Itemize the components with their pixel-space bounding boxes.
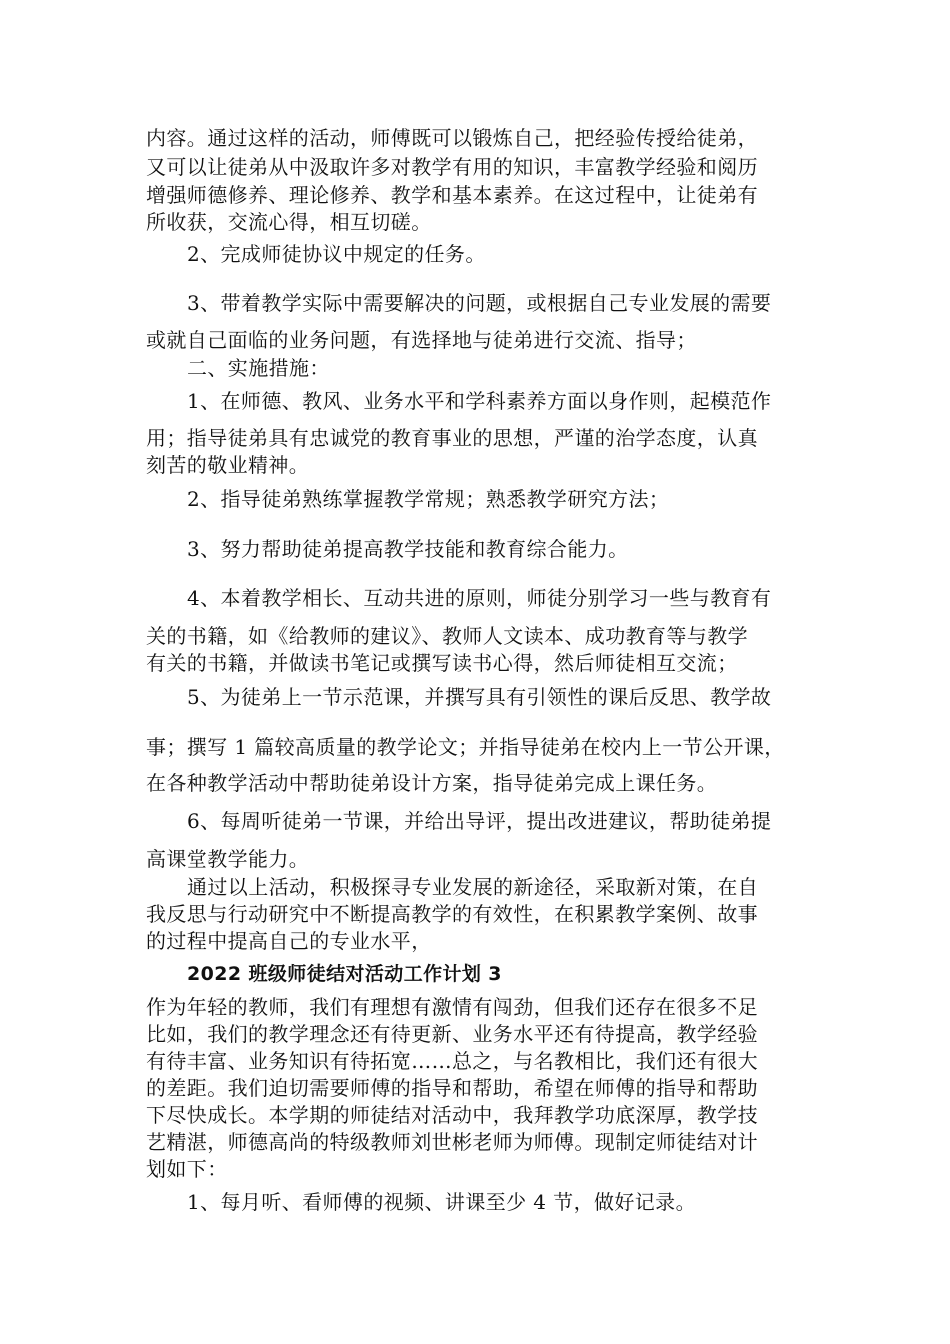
text-line: 在各种教学活动中帮助徒弟设计方案，指导徒弟完成上课任务。 bbox=[146, 771, 718, 795]
text-line: 又可以让徒弟从中汲取许多对教学有用的知识，丰富教学经验和阅历 bbox=[146, 155, 758, 179]
list-item: 4、本着教学相长、互动共进的原则，师徒分别学习一些与教育有 bbox=[187, 586, 772, 610]
text-line: 划如下： bbox=[146, 1157, 228, 1181]
list-item: 3、努力帮助徒弟提高教学技能和教育综合能力。 bbox=[187, 537, 629, 561]
text-line: 作为年轻的教师，我们有理想有激情有闯劲，但我们还存在很多不足 bbox=[146, 995, 758, 1019]
text-line: 用；指导徒弟具有忠诚党的教育事业的思想，严谨的治学态度，认真 bbox=[146, 426, 758, 450]
text-line: 的差距。我们迫切需要师傅的指导和帮助，希望在师傅的指导和帮助 bbox=[146, 1076, 758, 1100]
text-line: 有关的书籍，并做读书笔记或撰写读书心得，然后师徒相互交流； bbox=[146, 651, 738, 675]
text-line: 高课堂教学能力。 bbox=[146, 847, 310, 871]
list-item: 1、在师德、教风、业务水平和学科素养方面以身作则，起模范作 bbox=[187, 389, 772, 413]
text-line: 刻苦的敬业精神。 bbox=[146, 453, 310, 477]
text-line: 的过程中提高自己的专业水平， bbox=[146, 929, 432, 953]
text-line: 增强师德修养、理论修养、教学和基本素养。在这过程中，让徒弟有 bbox=[146, 183, 758, 207]
text-line: 艺精湛，师德高尚的特级教师刘世彬老师为师傅。现制定师徒结对计 bbox=[146, 1130, 758, 1154]
list-item: 3、带着教学实际中需要解决的问题，或根据自己专业发展的需要 bbox=[187, 291, 772, 315]
text-line: 比如，我们的教学理念还有待更新、业务水平还有待提高，教学经验 bbox=[146, 1022, 758, 1046]
list-item: 6、每周听徒弟一节课，并给出导评，提出改进建议，帮助徒弟提 bbox=[187, 809, 772, 833]
list-item: 1、每月听、看师傅的视频、讲课至少 4 节，做好记录。 bbox=[187, 1190, 696, 1214]
list-item: 2、指导徒弟熟练掌握教学常规；熟悉教学研究方法； bbox=[187, 487, 670, 511]
text-line: 下尽快成长。本学期的师徒结对活动中，我拜教学功底深厚，教学技 bbox=[146, 1103, 758, 1127]
list-item: 2、完成师徒协议中规定的任务。 bbox=[187, 242, 486, 266]
text-line: 内容。通过这样的活动，师傅既可以锻炼自己，把经验传授给徒弟， bbox=[146, 126, 758, 150]
section-title: 2022 班级师徒结对活动工作计划 3 bbox=[187, 963, 502, 985]
text-line: 我反思与行动研究中不断提高教学的有效性，在积累教学案例、故事 bbox=[146, 902, 758, 926]
text-line: 或就自己面临的业务问题，有选择地与徒弟进行交流、指导； bbox=[146, 328, 697, 352]
section-heading: 二、实施措施： bbox=[187, 356, 330, 380]
text-line: 所收获，交流心得，相互切磋。 bbox=[146, 210, 432, 234]
list-item: 5、为徒弟上一节示范课，并撰写具有引领性的课后反思、教学故 bbox=[187, 685, 772, 709]
text-line: 事；撰写 1 篇较高质量的教学论文；并指导徒弟在校内上一节公开课， bbox=[146, 735, 785, 759]
text-line: 有待丰富、业务知识有待拓宽……总之，与名教相比，我们还有很大 bbox=[146, 1049, 758, 1073]
paragraph-start: 通过以上活动，积极探寻专业发展的新途径，采取新对策，在自 bbox=[187, 875, 759, 899]
text-line: 关的书籍，如《给教师的建议》、教师人文读本、成功教育等与教学 bbox=[146, 624, 748, 648]
